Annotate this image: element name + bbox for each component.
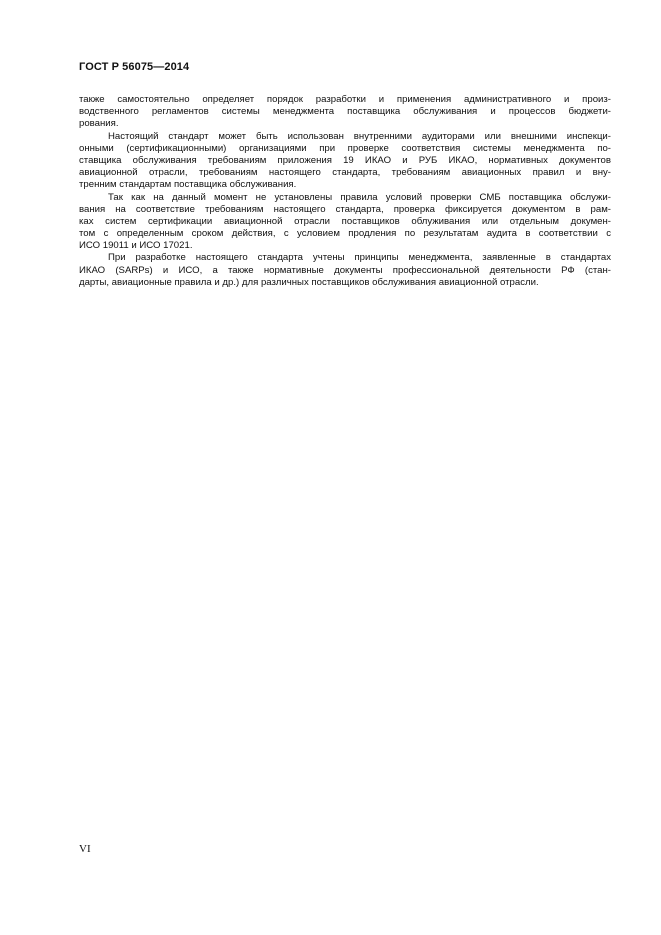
text-line: вания на соответствие требованиям настоящего стандарта, проверка фиксируется документом в рам- xyxy=(79,203,611,215)
text-line: авиационной отрасли, требованиям настоящего стандарта, требованиям авиационных правил и вну- xyxy=(79,167,611,179)
text-line: Настоящий стандарт может быть использован внутренними аудиторами или внешними инспекци- xyxy=(108,130,611,142)
document-header: ГОСТ Р 56075—2014 xyxy=(79,61,190,73)
body-text xyxy=(79,94,611,289)
paragraph-1 xyxy=(79,94,611,131)
text-line: ках систем сертификации авиационной отрасли поставщиков облуживания или отдельным докумен- xyxy=(79,215,611,227)
text-line: водственного регламентов системы менеджмента поставщика обслуживания и процессов бюджети- xyxy=(79,106,611,118)
text-line: также самостоятельно определяет порядок разработки и применения административного и произ- xyxy=(79,94,611,105)
page-number: VI xyxy=(79,843,91,855)
text-line: тренним стандартам поставщика обслуживания. xyxy=(79,179,297,191)
text-line: дарты, авиационные правила и др.) для различных поставщиков обслуживания авиационной отрасли. xyxy=(79,276,539,288)
text-line: ставщика обслуживания требованиям приложения 19 ИКАО и РУБ ИКАО, нормативных документов xyxy=(79,154,611,166)
text-line: При разработке настоящего стандарта учтены принципы менеджмента, заявленные в стандартах xyxy=(108,252,611,264)
paragraph-2 xyxy=(79,131,611,192)
text-line: том с определенным сроком действия, с условием продления по результатам аудита в соответствии с xyxy=(79,228,611,240)
text-line: онными (сертификационными) организациями при проверке соответствия системы менеджмента по- xyxy=(79,142,611,154)
paragraph-4 xyxy=(79,252,611,289)
text-line: Так как на данный момент не установлены правила условий проверки СМБ поставщика обслужи- xyxy=(108,191,611,203)
text-line: ИСО 19011 и ИСО 17021. xyxy=(79,240,193,252)
paragraph-3 xyxy=(79,192,611,253)
text-line: ИКАО (SARPs) и ИСО, а также нормативные документы профессиональной деятельности РФ (стан- xyxy=(79,264,611,276)
text-line: рования. xyxy=(79,118,119,130)
